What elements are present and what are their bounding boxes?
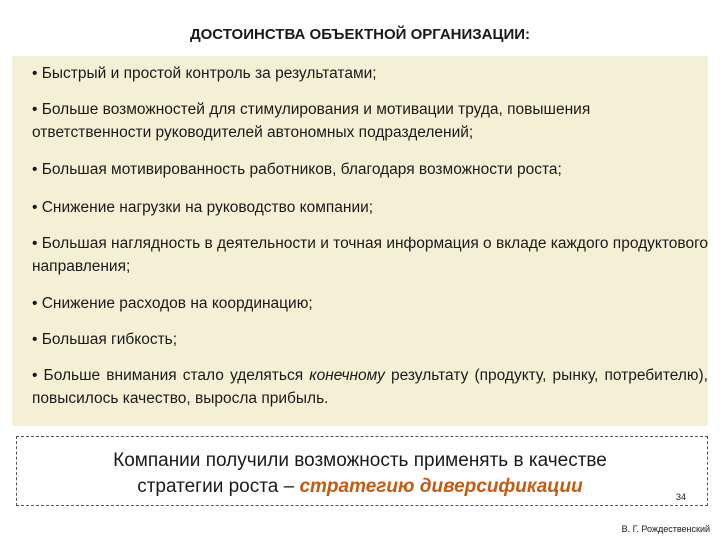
advantages-panel [12,56,708,426]
list-item: • Снижение расходов на координацию; [32,295,313,312]
item-text: результату (продукту, рынку, потребителю), повысилось качество, выросла прибыль. [32,367,708,407]
list-item [32,364,708,410]
page-number: 34 [676,492,687,502]
page-title: ДОСТОИНСТВА ОБЪЕКТНОЙ ОРГАНИЗАЦИИ: [189,26,531,43]
conclusion-prefix: стратегии роста – [137,476,300,497]
list-item: • Большая наглядность в деятельности и точная информация о вкладе каждого продуктового направления; [32,235,709,275]
conclusion-accent: стратегию диверсификации [299,476,583,497]
list-item: • Больше возможностей для стимулирования и мотивации труда, повышения ответственности руководителей автономных подразделений; [32,101,591,141]
list-item: • Большая мотивированность работников, благодаря возможности роста; [32,161,562,178]
list-item: • Снижение нагрузки на руководство компании; [32,199,374,216]
list-item: • Быстрый и простой контроль за результатами; [32,65,377,82]
item-emphasis: конечному [309,367,385,384]
list-item: • Большая гибкость; [32,331,178,348]
author-credit: В. Г. Рождественский [621,524,710,534]
conclusion-line-2 [0,474,720,499]
conclusion-line-1: Компании получили возможность применять в качестве [113,450,607,471]
item-text: • Больше внимания стало уделяться [32,367,310,384]
